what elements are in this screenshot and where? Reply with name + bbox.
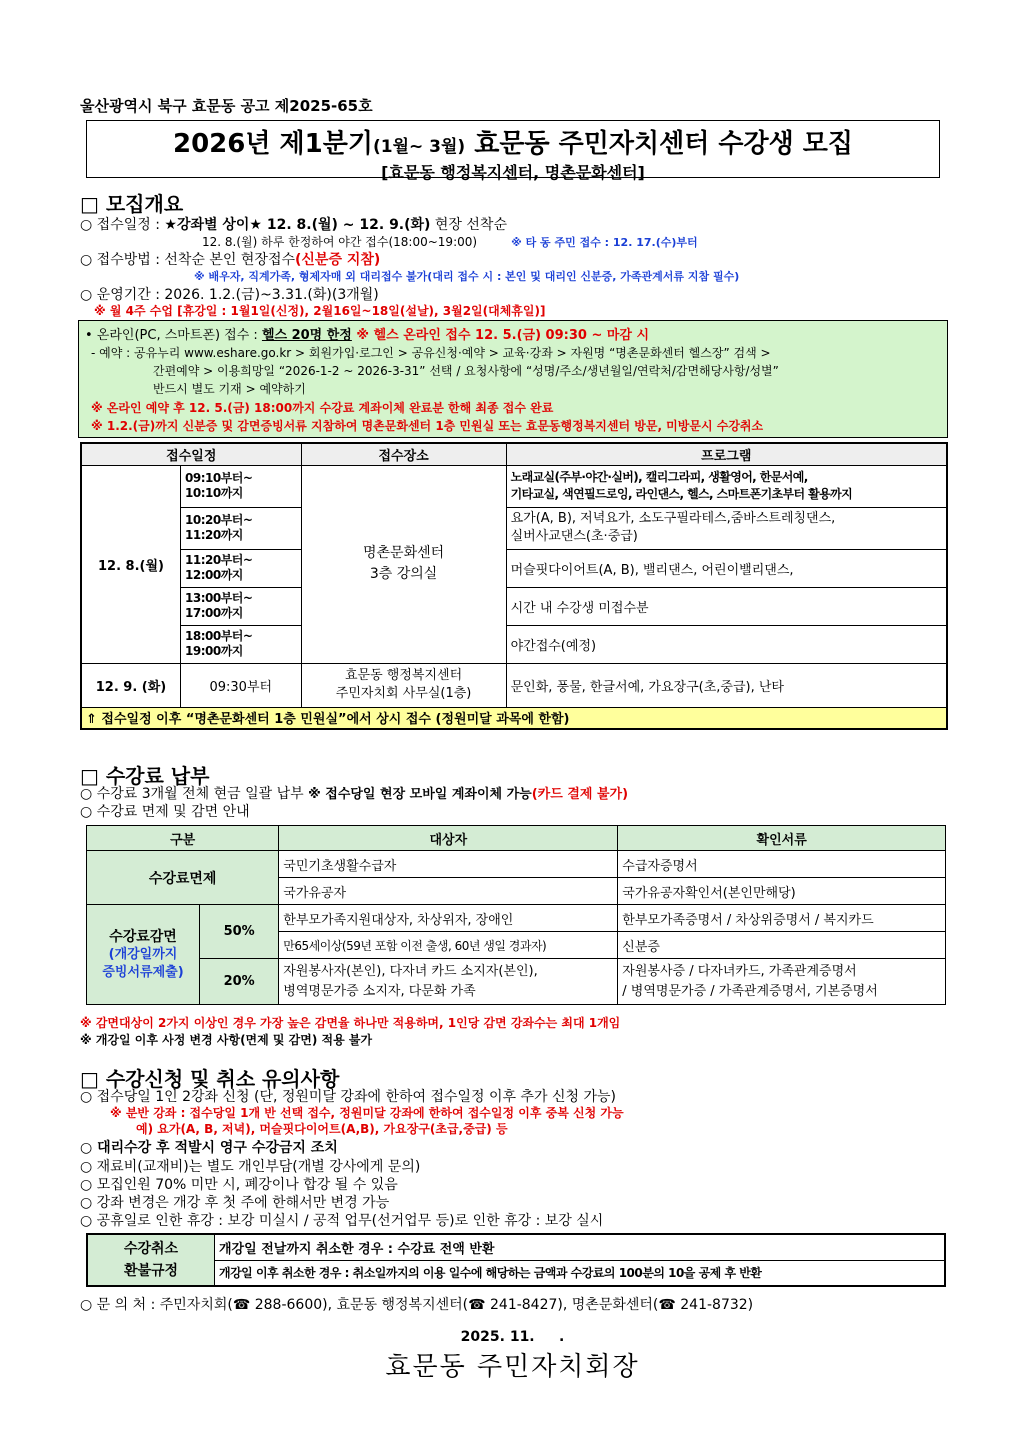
- cancel-block: ○ 접수당일 1인 2강좌 신청 (단, 정원미달 강좌에 한하여 접수일정 이후 추가 신청 가능) ※ 분반 강좌 : 접수당일 1개 반 선택 접수, 정원미달 강좌에 한하여 접수일정 이후 중복 신청 가능 예) 요가(A, B, 저녁), 머슬핏다이어트(A,B), 가요장구(초급,중급) 등 ○ 대리수강 후 적발시 영구 수강금지 조치 ○ 재료비(교재비)는 별도 개인부담(개별 강사에게 문의) ○ 모집인원 70% 미만 시, 폐강이나 합강 될 수 있음 ○ 강좌 변경은 개강 후 첫 주에 한해서만 변경 가능 ○ 공휴일로 인한 휴강 : 보강 미실시 / 공적 업무(선거업무 등)로 인한 휴강 : 보강 실시: [80, 1089, 624, 1229]
- table-row: 12. 9. (화) 09:30부터 효문동 행정복지센터 주민자치회 사무실(1층) 문인화, 풍물, 한글서예, 가요장구(초,중급), 난타: [81, 663, 947, 707]
- table-row: ⇑ 접수일정 이후 “명촌문화센터 1층 민원실”에서 상시 접수 (정원미달 과목에 한함): [81, 707, 947, 729]
- table-row: 20% 자원봉사자(본인), 다자녀 카드 소지자(본인), 병역명문가증 소지자, 다문화 가족 자원봉사증 / 다자녀카드, 가족관계증명서 / 병역명문가증 / 가족관계증명서, 기본증명서: [87, 959, 946, 1005]
- table-row: 개강일 이후 취소한 경우 : 취소일까지의 이용 일수에 해당하는 금액과 수강료의 100분의 10을 공제 후 반환: [87, 1260, 945, 1286]
- table-row: 13:00부터~ 17:00까지 시간 내 수강생 미접수분: [81, 587, 947, 625]
- contact-info: ○ 문 의 처 : 주민자치회(☎ 288-6600), 효문동 행정복지센터(☎ 241-8427), 명촌문화센터(☎ 241-8732): [80, 1297, 754, 1313]
- table-row: 10:20부터~ 11:20까지 요가(A, B), 저녁요가, 소도구필라테스,줌바스트레칭댄스, 실버사교댄스(초·중급): [81, 507, 947, 549]
- table-row: 만65세이상(59년 포함 이전 출생, 60년 생일 경과자) 신분증: [87, 932, 946, 959]
- fee-notes: ※ 감면대상이 2가지 이상인 경우 가장 높은 감면율 하나만 적용하며, 1인당 감면 강좌수는 최대 1개임 ※ 개강일 이후 사정 변경 사항(면제 및 감면) 적용 불가: [80, 1016, 621, 1047]
- issue-date: 2025. 11. .: [460, 1329, 565, 1345]
- online-registration-box: • 온라인(PC, 스마트폰) 접수 : 헬스 20명 한정 ※ 헬스 온라인 접수 12. 5.(금) 09:30 ~ 마감 시 - 예약 : 공유누리 www.eshare.go.kr > 회원가입·로그인 > 공유신청·예약 > 교육·강좌 > 자원명 “명촌문화센터 헬스장” 검색 > 간편예약 > 이용희망일 “2026-1-2 ~ 2026-3-31” 선택 / 요청사항에 “성명/주소/생년월일/연락처/감면해당사항/성별” 반드시 별도 기재 > 예약하기 ※ 온라인 예약 후 12. 5.(금) 18:00까지 수강료 계좌이체 완료분 한해 최종 접수 완료 ※ 1.2.(금)까지 신분증 및 감면증빙서류 지참하여 명촌문화센터 1층 민원실 또는 효문동행정복지센터 방문, 미방문시 수강취소: [78, 320, 948, 438]
- table-row: 11:20부터~ 12:00까지 머슬핏다이어트(A, B), 밸리댄스, 어린이밸리댄스,: [81, 549, 947, 587]
- col-schedule: 접수일정: [81, 443, 301, 465]
- section-heading-overview: □ 모집개요: [80, 192, 184, 216]
- signature: 효문동 주민자치회장: [385, 1352, 640, 1382]
- col-place: 접수장소: [301, 443, 506, 465]
- table-row: 수강료면제 국민기초생활수급자 수급자증명서: [87, 851, 946, 878]
- page-title: 2026년 제1분기(1월~ 3월) 효문동 주민자치센터 수강생 모집: [172, 129, 854, 159]
- section-heading-cancel: □ 수강신청 및 취소 유의사항: [80, 1067, 340, 1091]
- overview-block: ○ 접수일정 : ★강좌별 상이★ 12. 8.(월) ~ 12. 9.(화) 현장 선착순 12. 8.(월) 하루 한정하여 야간 접수(18:00~19:00) ※ 타 동 주민 접수 : 12. 17.(수)부터 ○ 접수방법 : 선착순 본인 현장접수(신분증 지참) ※ 배우자, 직계가족, 형제자매 외 대리접수 불가(대리 접수 시 : 본인 및 대리인 신분증, 가족관계서류 지참 필수) ○ 운영기간 : 2026. 1.2.(금)~3.31.(화)(3개월) ※ 월 4주 수업 [휴강일 : 1월1일(신정), 2월16일~18일(설날), 3월2일(대체휴일)]: [80, 217, 740, 318]
- col-program: 프로그램: [506, 443, 947, 465]
- title-box: [86, 120, 940, 182]
- notice-number: 울산광역시 북구 효문동 공고 제2025-65호: [80, 97, 373, 115]
- table-row: 12. 8.(월) 09:10부터~ 10:10까지 명촌문화센터 3층 강의실 노래교실(주부·야간·실버), 캘리그라피, 생활영어, 한문서예, 기타교실, 색연필드로잉, 라인댄스, 헬스, 스마트폰기초부터 활용까지: [81, 465, 947, 507]
- table-row: 국가유공자 국가유공자확인서(본인만해당): [87, 878, 946, 905]
- fee-table: 구분 대상자 확인서류 수강료면제 국민기초생활수급자 수급자증명서 국가유공자 국가유공자확인서(본인만해당) 수강료감면 (개강일까지 증빙서류제출) 50% 한부모가족지원대상자, 차상위자, 장애인 한부모가족증명서 / 차상위증명서 / 복지카드 만65세이상(59년 포함 이전 출생, 60년 생일 경과자) 신분증 20% 자원봉사자(본인), 다자녀 카드 소지자(본인), 병역명문가증 소지자, 다문화 가족 자원봉사증 / 다자녀카드, 가족관계증명서 / 병역명문가증 / 가족관계증명서, 기본증명서: [86, 825, 946, 1005]
- table-row: 18:00부터~ 19:00까지 야간접수(예정): [81, 625, 947, 663]
- table-row: 수강료감면 (개강일까지 증빙서류제출) 50% 한부모가족지원대상자, 차상위자, 장애인 한부모가족증명서 / 차상위증명서 / 복지카드: [87, 905, 946, 932]
- section-heading-fee: □ 수강료 납부: [80, 764, 210, 788]
- table-row: 수강취소 환불규정 개강일 전날까지 취소한 경우 : 수강료 전액 반환: [87, 1234, 945, 1260]
- schedule-table: [80, 442, 948, 730]
- refund-table: [86, 1233, 946, 1287]
- fee-block: ○ 수강료 3개월 전체 현금 일괄 납부 ※ 접수당일 현장 모바일 계좌이체 가능(카드 결제 불가) ○ 수강료 면제 및 감면 안내: [80, 786, 629, 820]
- page-subtitle: [효문동 행정복지센터, 명촌문화센터]: [381, 163, 645, 182]
